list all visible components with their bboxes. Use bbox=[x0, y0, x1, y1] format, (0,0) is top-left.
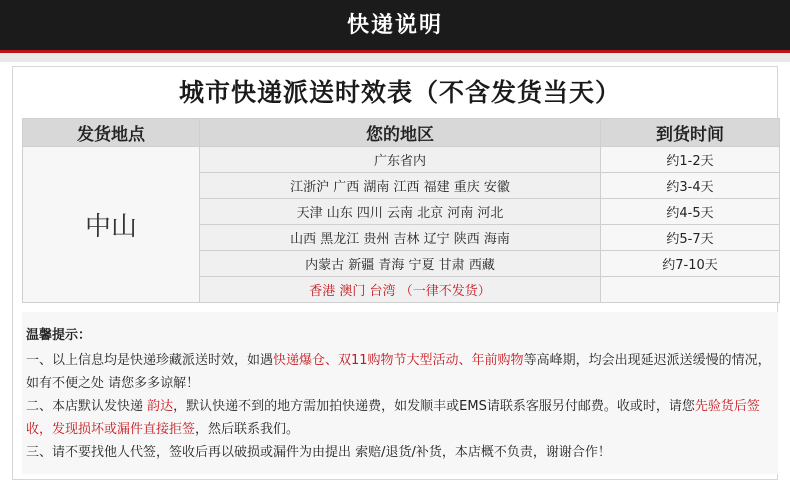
column-header-region: 您的地区 bbox=[200, 119, 601, 147]
notes-section bbox=[22, 312, 778, 474]
table-header-row bbox=[23, 119, 780, 147]
region-cell-no-shipping: 香港 澳门 台湾 （一律不发货） bbox=[200, 277, 601, 303]
shipping-time-table bbox=[22, 118, 780, 303]
region-cell: 山西 黑龙江 贵州 吉林 辽宁 陕西 海南 bbox=[200, 225, 601, 251]
region-cell: 天津 山东 四川 云南 北京 河南 河北 bbox=[200, 199, 601, 225]
region-cell: 江浙沪 广西 湖南 江西 福建 重庆 安徽 bbox=[200, 173, 601, 199]
time-cell: 约3-4天 bbox=[601, 173, 780, 199]
note-highlight: 韵达 bbox=[147, 399, 174, 414]
table-row bbox=[23, 147, 780, 173]
note-text: 一、以上信息均是快递珍藏派送时效，如遇 bbox=[26, 353, 274, 368]
note-text: 等高峰期，均会出现延迟派送缓慢的情况，如有不便之处 请您多多谅解！ bbox=[26, 353, 771, 391]
note-text: ，默认快递不到的地方需加拍快递费，如发顺丰或EMS请联系客服另付邮费。收或时，请您 bbox=[173, 399, 695, 414]
note-highlight: 先验货后签收，发现损坏或漏件直接拒签 bbox=[26, 399, 760, 437]
table-title: 城市快递派送时效表（不含发货当天） bbox=[178, 78, 621, 107]
header-accent-line bbox=[0, 50, 790, 53]
column-header-origin: 发货地点 bbox=[23, 119, 200, 147]
note-text: ，然后联系我们。 bbox=[195, 422, 300, 437]
region-cell: 广东省内 bbox=[200, 147, 601, 173]
time-cell: 约1-2天 bbox=[601, 147, 780, 173]
note-highlight: 快递爆仓、双11购物节大型活动、年前购物 bbox=[273, 353, 524, 368]
time-cell: 约5-7天 bbox=[601, 225, 780, 251]
region-cell: 内蒙古 新疆 青海 宁夏 甘肃 西藏 bbox=[200, 251, 601, 277]
time-cell bbox=[601, 277, 780, 303]
column-header-time: 到货时间 bbox=[601, 119, 780, 147]
time-cell: 约4-5天 bbox=[601, 199, 780, 225]
note-item bbox=[26, 349, 774, 395]
page-title: 快递说明 bbox=[346, 13, 443, 38]
note-item bbox=[26, 395, 774, 441]
note-item: 三、请不要找他人代签，签收后再以破损或漏件为由提出 索赔/退货/补货，本店概不负责，谢谢合作！ bbox=[26, 445, 611, 460]
origin-cell: 中山 bbox=[23, 147, 200, 303]
note-text: 二、本店默认发快递 bbox=[26, 399, 148, 414]
notes-title: 温馨提示： bbox=[26, 328, 92, 343]
time-cell: 约7-10天 bbox=[601, 251, 780, 277]
